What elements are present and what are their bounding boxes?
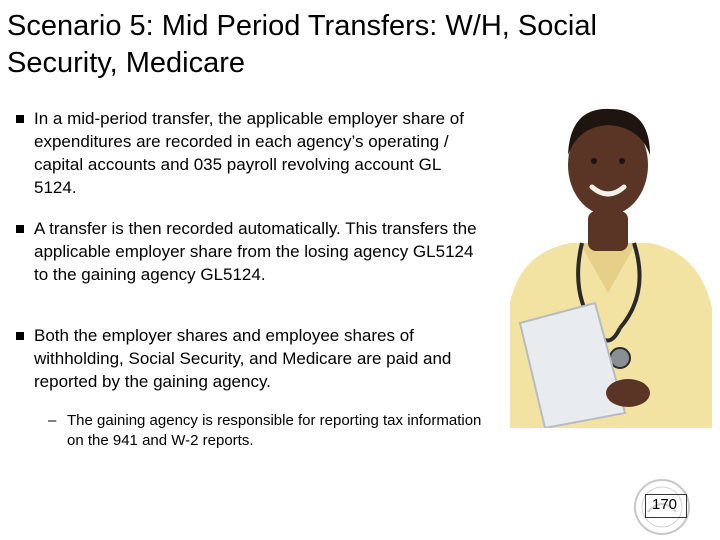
bullet-text: A transfer is then recorded automatically. This transfers the applicable employer share from the losing agency GL5124 to the gaining agency GL5124.: [34, 219, 477, 284]
bullet-item: [16, 217, 486, 286]
bullet-item: [16, 324, 486, 393]
square-bullet-icon: [16, 225, 24, 233]
dash-marker: –: [48, 412, 57, 429]
page-number: 170: [652, 496, 678, 513]
square-bullet-icon: [16, 332, 24, 340]
sub-bullet-item: [48, 411, 487, 451]
slide-title: Scenario 5: Mid Period Transfers: W/H, Social Security, Medicare: [7, 10, 597, 79]
square-bullet-icon: [16, 115, 24, 123]
sub-bullet-text: The gaining agency is responsible for reporting tax information on the 941 and W-2 reports.: [67, 412, 482, 449]
nurse-photo: [500, 93, 716, 428]
bullet-text: Both the employer shares and employee shares of withholding, Social Security, and Medicare are paid and reported by the gaining agency.: [34, 326, 452, 391]
bullet-text: In a mid-period transfer, the applicable employer share of expenditures are recorded in each agency’s operating / capital accounts and 035 payroll revolving account GL 5124.: [34, 109, 464, 197]
bullet-item: [16, 107, 486, 199]
